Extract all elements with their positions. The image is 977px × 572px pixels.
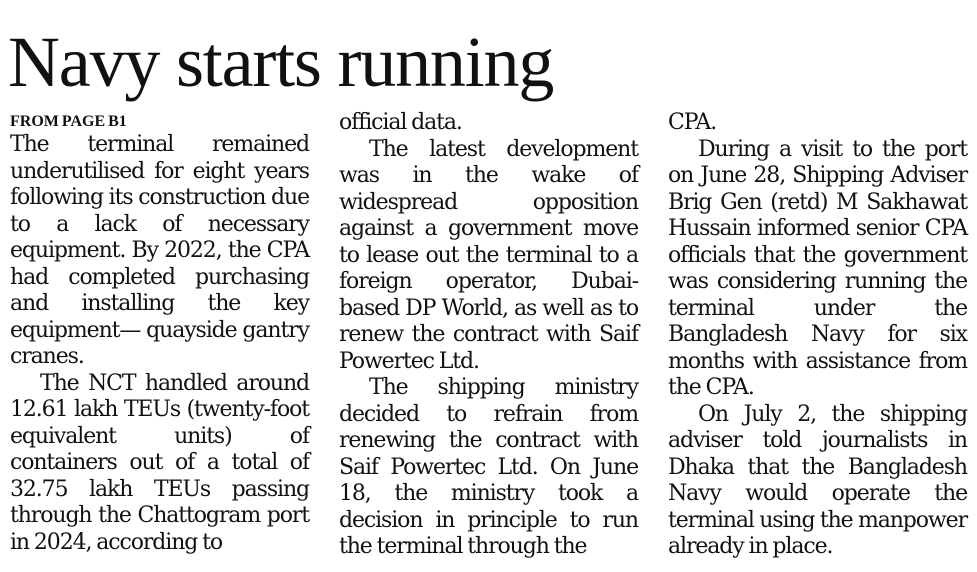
article-column-1 xyxy=(10,110,309,556)
paragraph-continuation: CPA. xyxy=(668,110,717,135)
paragraph: The NCT handled around 12.61 lakh TEUs (twenty-foot equivalent units) of containers out of a total of 32.75 lakh TEUs passing through the Chattogram port in 2024, according to xyxy=(10,370,309,555)
headline: Navy starts running xyxy=(8,22,554,102)
paragraph: The shipping ministry decided to refrain from renewing the contract with Saif Powertec Ltd. On June 18, the ministry took a decision in principle to run the terminal through the xyxy=(339,375,638,559)
paragraph: During a visit to the port on June 28, Shipping Adviser Brig Gen (retd) M Sakhawat Hussain informed senior CPA officials that the government was considering running the terminal under the Bangladesh Navy for six months with assistance from the CPA. xyxy=(668,136,967,400)
article-column-2 xyxy=(339,110,638,561)
continued-from-label: FROM PAGE B1 xyxy=(10,113,127,130)
article-column-3 xyxy=(668,110,967,561)
paragraph: The latest development was in the wake of widespread opposition against a government move to lease out the terminal to a foreign operator, Dubai-based DP World, as well as to renew the contract with Saif Powertec Ltd. xyxy=(339,136,638,374)
paragraph: The terminal remained underutilised for eight years following its construction due to a lack of necessary equipment. By 2022, the CPA had completed purchasing and installing the key equipment— quayside gantry cranes. xyxy=(10,132,309,369)
paragraph: On July 2, the shipping adviser told journalists in Dhaka that the Bangladesh Navy would operate the terminal using the manpower already in place. xyxy=(668,401,967,559)
paragraph-continuation: official data. xyxy=(339,110,462,135)
